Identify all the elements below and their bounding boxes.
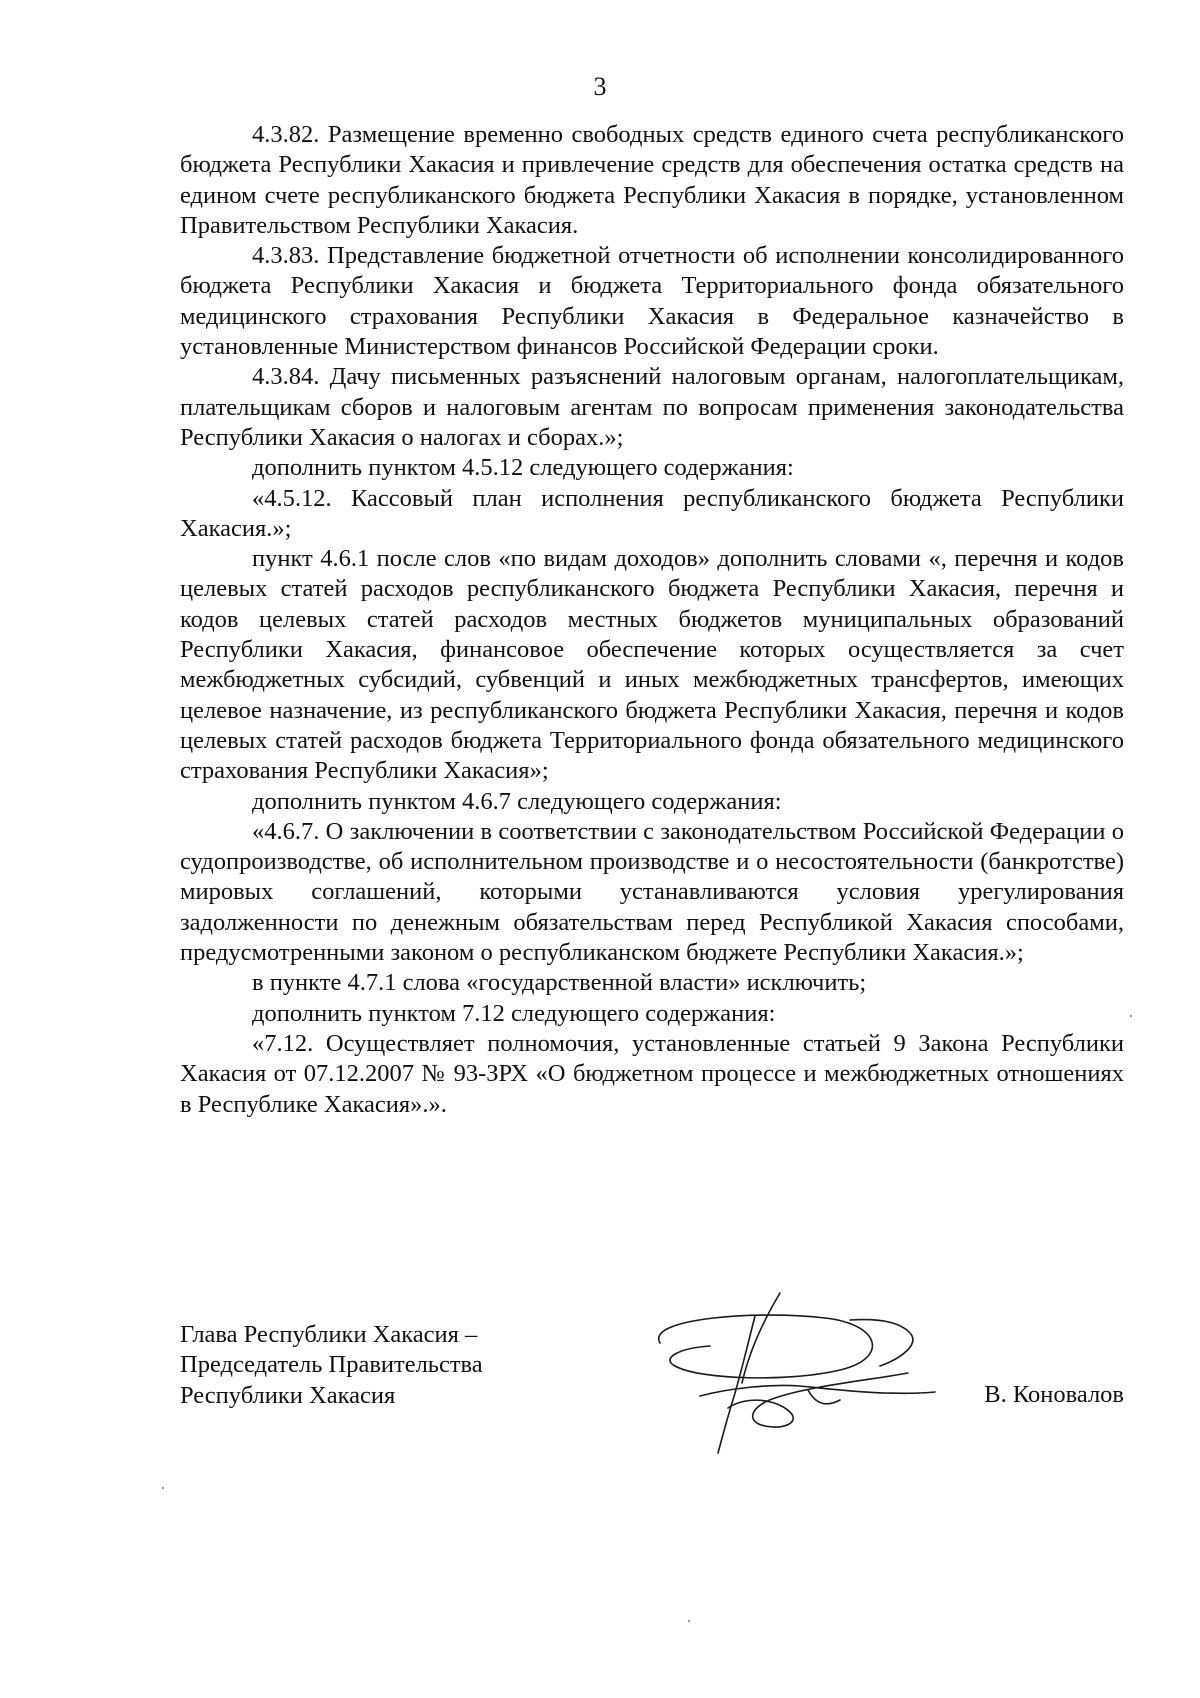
scan-speck xyxy=(1130,1015,1132,1017)
amendment-4-7-1: в пункте 4.7.1 слова «государственной власти» исключить; xyxy=(252,969,867,997)
page-number: 3 xyxy=(593,72,607,101)
signature-block xyxy=(180,1320,1124,1470)
paragraph-4-6-7: «4.6.7. О заключении в соответствии с законодательством Российской Федерации о судопроизводстве, об исполнительном производстве и о несостоятельности (банкротстве) мировых соглашений, которыми устанавливаются условия урегулирования задолженности по денежным обязательствам перед Республикой Хакасия способами, предусмотренными законом о республиканском бюджете Республики Хакасия.»; xyxy=(180,817,1124,967)
handwritten-signature xyxy=(640,1288,940,1463)
document-body xyxy=(180,120,1124,1120)
signer-name: В. Коновалов xyxy=(984,1381,1124,1408)
amendment-4-6-1: пункт 4.6.1 после слов «по видам доходов» дополнить словами «, перечня и кодов целевых статей расходов республиканского бюджета Республики Хакасия, перечня и кодов целевых статей расходов местных бюджетов муниципальных образований Республики Хакасия, финансовое обеспечение которых осуществляется за счет межбюджетных субсидий, субвенций и иных межбюджетных трансфертов, имеющих целевое назначение, из республиканского бюджета Республики Хакасия, перечня и кодов целевых статей расходов бюджета Территориального фонда обязательного медицинского страхования Республики Хакасия»; xyxy=(180,545,1124,785)
paragraph-4-3-84: 4.3.84. Дачу письменных разъяснений налоговым органам, налогоплательщикам, плательщикам сборов и налоговым агентам по вопросам применения законодательства Республики Хакасия о налогах и сборах.»; xyxy=(180,363,1124,451)
signer-position-line: Председатель Правительства xyxy=(180,1351,483,1379)
signer-position-line: Республики Хакасия xyxy=(180,1381,396,1409)
paragraph-4-3-82: 4.3.82. Размещение временно свободных средств единого счета республиканского бюджета Республики Хакасия и привлечение средств для обеспечения остатка средств на едином счете республиканского бюджета Республики Хакасия в порядке, установленном Правительством Республики Хакасия. xyxy=(180,121,1124,239)
amendment-instruction-4-5-12: дополнить пунктом 4.5.12 следующего содержания: xyxy=(252,454,794,482)
scan-speck xyxy=(162,1487,164,1489)
amendment-instruction-4-6-7: дополнить пунктом 4.6.7 следующего содержания: xyxy=(252,787,782,815)
signer-position xyxy=(180,1320,483,1411)
amendment-instruction-7-12: дополнить пунктом 7.12 следующего содержания: xyxy=(252,999,776,1027)
signer-position-line: Глава Республики Хакасия – xyxy=(180,1321,478,1348)
scan-speck xyxy=(688,1620,690,1622)
paragraph-4-5-12: «4.5.12. Кассовый план исполнения республиканского бюджета Республики Хакасия.»; xyxy=(180,484,1124,542)
paragraph-4-3-83: 4.3.83. Представление бюджетной отчетности об исполнении консолидированного бюджета Республики Хакасия и бюджета Территориального фонда обязательного медицинского страхования Республики Хакасия в Федеральное казначейство в установленные Министерством финансов Российской Федерации сроки. xyxy=(180,242,1124,361)
paragraph-7-12: «7.12. Осуществляет полномочия, установленные статьей 9 Закона Республики Хакасия от 07.12.2007 № 93-ЗРХ «О бюджетном процессе и межбюджетных отношениях в Республике Хакасия».». xyxy=(180,1029,1124,1118)
